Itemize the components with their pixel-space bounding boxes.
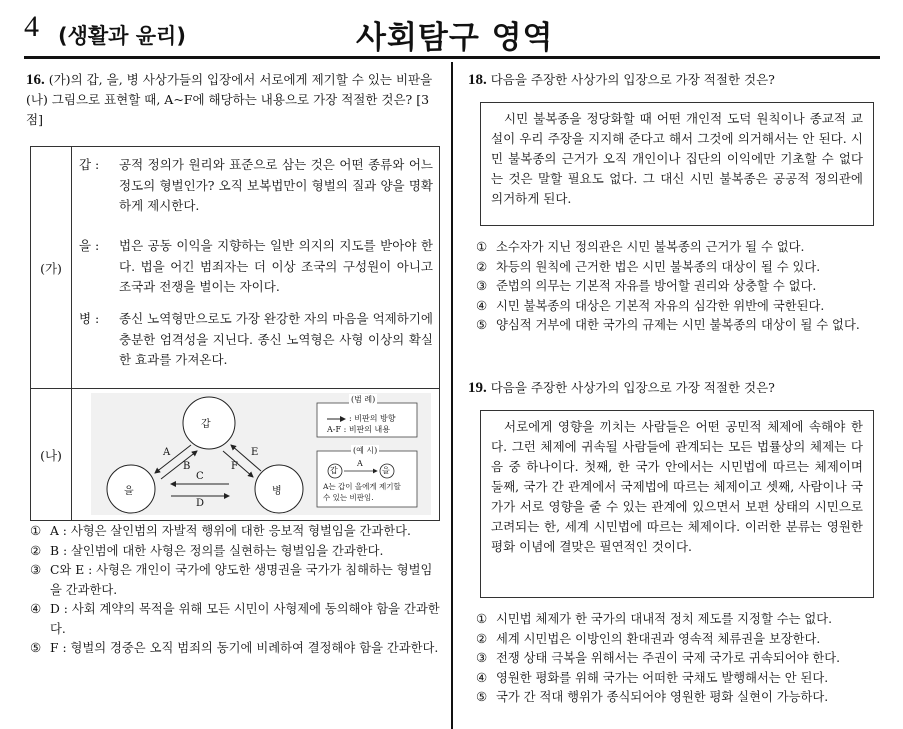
critique-diagram: [91, 393, 431, 515]
answer-option[interactable]: ③ C와 E : 사형은 개인이 국가에 양도한 생명권을 국가가 침해하는 형벌임을 간과한다.: [30, 563, 433, 597]
table-row-na: [31, 389, 439, 520]
question-19: [468, 378, 880, 398]
example-from-label: 갑: [330, 466, 338, 475]
answer-option[interactable]: ② B : 살인범에 대한 사형은 정의를 실현하는 형벌임을 간과한다.: [30, 543, 384, 558]
question-19-options: [476, 610, 886, 708]
answer-option[interactable]: ③ 준법의 의무는 기본적 자유를 방어할 권리와 상충할 수 없다.: [476, 279, 817, 293]
arrow-label-a: A: [163, 447, 171, 458]
arrow-label-d: D: [196, 498, 205, 509]
question-18: [468, 70, 880, 90]
question-number: 18.: [468, 72, 487, 88]
example-title: (예 시): [353, 446, 378, 455]
question-16-table: [30, 146, 440, 521]
row-label-na: (나): [31, 389, 72, 520]
example-desc-2: 수 있는 비판임.: [323, 493, 374, 502]
question-16: [26, 70, 440, 130]
node-gap-label: 갑: [201, 419, 211, 430]
speaker-label: 을 :: [79, 238, 100, 253]
answer-option[interactable]: ④ 영원한 평화를 위해 국가는 어떠한 국채도 발행해서는 안 된다.: [476, 670, 829, 685]
answer-option[interactable]: ⑤ 국가 간 적대 행위가 종식되어야 영원한 평화 실현이 가능하다.: [476, 690, 829, 704]
question-16-options: [30, 522, 440, 659]
example-desc-1: A는 갑이 을에게 제기할: [323, 482, 401, 491]
arrow-label-b: B: [183, 461, 191, 472]
table-row-ga: [31, 147, 439, 389]
answer-option[interactable]: ① A : 사형은 살인범의 자발적 행위에 대한 응보적 형벌임을 간과한다.: [30, 524, 411, 538]
arrow-label-c: C: [196, 471, 204, 482]
arrow-label-e: E: [251, 447, 259, 458]
node-byeong-label: 병: [272, 486, 282, 497]
question-18-prompt: [468, 70, 880, 90]
statement-byeong: [79, 309, 433, 371]
question-text: 다음을 주장한 사상가의 입장으로 가장 적절한 것은?: [490, 380, 775, 395]
question-18-passage: 시민 불복종을 정당화할 때 어떤 개인적 도덕 원칙이나 종교적 교설이 우리 주장을 지지해 준다고 해서 그것에 의거해서는 안 된다. 시민 불복종의 근거가 오직 개인이나 집단의 이익에만 기초할 수 없다는 것은 말할 필요도 없다. 그 대신 시민 불복종은 공공적 정의관에 의거하게 된다.: [480, 102, 874, 226]
question-19-passage: 서로에게 영향을 끼치는 사람들은 어떤 공민적 체제에 속해야 한다. 그런 체제에 귀속될 사람들에 관계되는 모든 법률상의 체제는 다음 중 하나이다. 첫째, 한 국가 안에서는 시민법에 따르는 체제이며 둘째, 국가 간 관계에서 국제법에 따르는 체제이고 셋째, 사람이나 국가가 서로 영향을 줄 수 있는 관계에 있으면서 보편 상태의 시민으로 고려되는 한, 세계 시민법에 따르는 체제이다. 이러한 분류는 영원한 평화 이념에 결맞은 필연적인 것이다.: [480, 410, 874, 598]
answer-option[interactable]: ③ 전쟁 상태 극복을 위해서는 주권이 국제 국가로 귀속되어야 한다.: [476, 651, 841, 665]
question-text: 다음을 주장한 사상가의 입장으로 가장 적절한 것은?: [490, 72, 775, 87]
statement-text: 법은 공동 이익을 지향하는 일반 의지의 지도를 받아야 한다. 법을 어긴 범죄자는 더 이상 조국의 구성원이 아니고 조국과 전쟁을 벌이는 자이다.: [119, 238, 433, 294]
question-16-prompt: [26, 70, 440, 130]
page-number: 4: [24, 10, 39, 43]
answer-option[interactable]: ① 소수자가 지닌 정의관은 시민 불복종의 근거가 될 수 없다.: [476, 240, 805, 254]
answer-option[interactable]: ② 차등의 원칙에 근거한 법은 시민 불복종의 대상이 될 수 있다.: [476, 259, 821, 274]
arrow-label-f: F: [231, 461, 238, 472]
header-divider: [24, 56, 880, 59]
legend-arrow-text: : 비판의 방향: [349, 414, 396, 423]
question-18-options: [476, 238, 886, 336]
column-divider: [451, 62, 453, 729]
question-number: 16.: [26, 72, 45, 88]
answer-option[interactable]: ② 세계 시민법은 이방인의 환대권과 영속적 체류권을 보장한다.: [476, 631, 821, 646]
answer-option[interactable]: ① 시민법 체제가 한 국가의 대내적 정치 제도를 지정할 수는 없다.: [476, 612, 833, 626]
diagram-svg: [91, 393, 431, 515]
speaker-label: 병 :: [79, 311, 100, 326]
statement-text: 공적 정의가 원리와 표준으로 삼는 것은 어떤 종류와 어느 정도의 형벌인가? 오직 보복법만이 형벌의 질과 양을 명확하게 제시한다.: [119, 157, 433, 213]
arrow-f: [223, 451, 253, 477]
page-title: 사회탐구 영역: [356, 20, 554, 56]
question-text: (가)의 갑, 을, 병 사상가들의 입장에서 서로에게 제기할 수 있는 비판을 (나) 그림으로 표현할 때, A~F에 해당하는 내용으로 가장 적절한 것은? [3점]: [26, 72, 433, 127]
row-label-ga: (가): [31, 147, 72, 388]
legend-af-text: A-F : 비판의 내용: [327, 425, 390, 434]
question-19-prompt: [468, 378, 880, 398]
example-arrow-label: A: [357, 459, 363, 468]
legend-title: (범 례): [351, 395, 376, 404]
example-to-label: 을: [382, 466, 390, 475]
speaker-label: 갑 :: [79, 157, 100, 172]
answer-option[interactable]: ⑤ F : 형벌의 경중은 오직 범죄의 동기에 비례하여 결정해야 함을 간과한다.: [30, 641, 439, 655]
statement-text: 종신 노역형만으로도 가장 완강한 자의 마음을 억제하기에 충분한 엄격성을 지닌다. 종신 노역형은 사형 이상의 확실한 효과를 가져온다.: [119, 311, 433, 367]
statement-gap: [79, 155, 433, 217]
statement-eul: [79, 236, 433, 298]
answer-option[interactable]: ④ D : 사회 계약의 목적을 위해 모든 시민이 사형제에 동의해야 함을 간과한다.: [30, 602, 440, 636]
answer-option[interactable]: ⑤ 양심적 거부에 대한 국가의 규제는 시민 불복종의 대상이 될 수 없다.: [476, 318, 860, 332]
question-number: 19.: [468, 380, 487, 396]
answer-option[interactable]: ④ 시민 불복종의 대상은 기본적 자유의 심각한 위반에 국한된다.: [476, 298, 825, 313]
subject-label: (생활과 윤리): [58, 24, 186, 48]
node-eul-label: 을: [124, 486, 134, 497]
